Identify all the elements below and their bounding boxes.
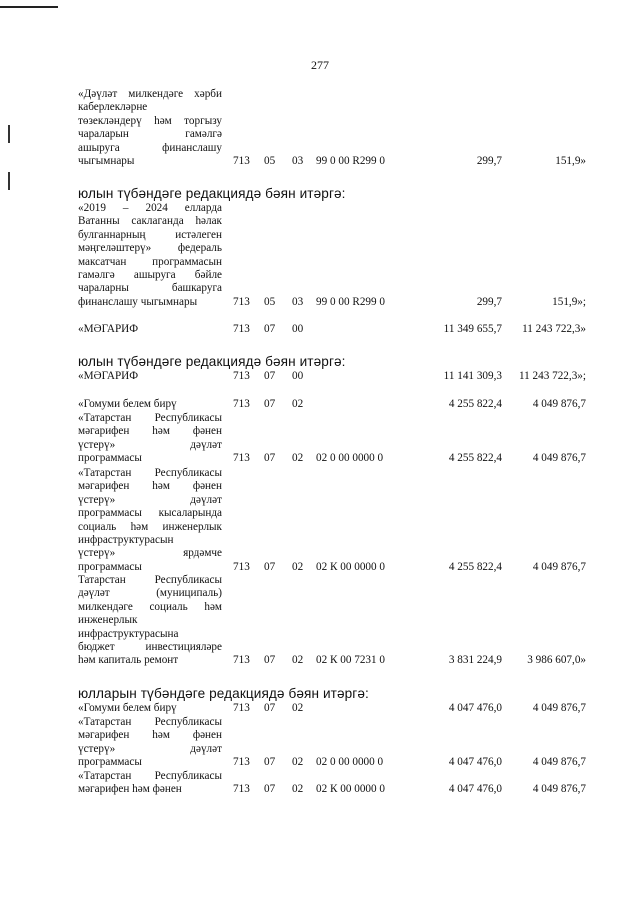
description-line: мәгарифен һәм фәнен bbox=[78, 729, 222, 742]
description-line: Ватанны саклаганда һәлак bbox=[78, 215, 222, 228]
row-description bbox=[78, 398, 222, 411]
row-description bbox=[78, 202, 222, 309]
description-line: «Гомуми белем бирү bbox=[78, 398, 177, 410]
description-line: чараларын гамәлгә bbox=[78, 128, 222, 141]
subsection-code: 02 bbox=[292, 654, 304, 667]
amount-year-1: 11 349 655,7 bbox=[443, 323, 502, 335]
section-code: 07 bbox=[264, 756, 276, 769]
target-article-code: 02 К 00 0000 0 bbox=[316, 560, 385, 573]
amount-year-2: 3 986 607,0» bbox=[527, 654, 586, 667]
ministry-code: 713 bbox=[233, 452, 250, 465]
amount-year-2: 11 243 722,3» bbox=[522, 323, 586, 335]
description-line: максатчан программасын bbox=[78, 255, 222, 268]
amount-year-2: 11 243 722,3»; bbox=[518, 370, 586, 382]
subsection-code: 02 bbox=[292, 783, 304, 796]
description-line: мәгарифен һәм фәнен bbox=[78, 480, 222, 493]
amount-year-1: 4 047 476,0 bbox=[448, 756, 502, 769]
subsection-code: 03 bbox=[292, 155, 304, 167]
description-line: финанслашу чыгымнары bbox=[78, 295, 198, 308]
ministry-code: 713 bbox=[233, 295, 250, 308]
amendment-heading: юлларын түбәндәге редакциядә бәян итәргә: bbox=[78, 686, 369, 701]
section-code: 07 bbox=[264, 452, 276, 465]
amount-year-2: 4 049 876,7 bbox=[532, 452, 586, 465]
section-code: 07 bbox=[264, 370, 276, 382]
amount-year-1: 11 141 309,3 bbox=[443, 370, 502, 382]
description-line: «Татарстан Республикасы bbox=[78, 770, 222, 782]
description-line: һәм капиталь ремонт bbox=[78, 654, 179, 667]
section-code: 07 bbox=[264, 398, 276, 410]
description-line: үстерү» дәүләт bbox=[78, 742, 222, 755]
target-article-code: 02 К 00 0000 0 bbox=[316, 783, 385, 796]
amount-year-1: 4 047 476,0 bbox=[448, 702, 502, 714]
description-line: милкендәге социаль һәм bbox=[78, 600, 222, 613]
amount-year-2: 4 049 876,7 bbox=[532, 783, 586, 796]
amount-year-2: 4 049 876,7 bbox=[532, 702, 586, 714]
section-code: 07 bbox=[264, 654, 276, 667]
description-line: үстерү» ярдәмче bbox=[78, 547, 222, 560]
page-number: 277 bbox=[311, 58, 329, 72]
section-code: 07 bbox=[264, 323, 276, 335]
description-line: мәңгеләштерү» федераль bbox=[78, 242, 222, 255]
description-line: гамәлгә ашыруга бәйле bbox=[78, 269, 222, 282]
description-line: «Гомуми белем бирү bbox=[78, 702, 177, 714]
row-description bbox=[78, 716, 222, 770]
description-line: «Татарстан Республикасы bbox=[78, 412, 222, 424]
ministry-code: 713 bbox=[233, 323, 250, 335]
subsection-code: 00 bbox=[292, 370, 304, 382]
amount-year-1: 4 255 822,4 bbox=[448, 560, 502, 573]
ministry-code: 713 bbox=[233, 756, 250, 769]
description-line: Татарстан Республикасы bbox=[78, 574, 222, 586]
row-description bbox=[78, 412, 222, 466]
description-line: социаль һәм инженерлык bbox=[78, 520, 222, 533]
subsection-code: 02 bbox=[292, 452, 304, 465]
row-description bbox=[78, 574, 222, 668]
description-line: чараларны башкаруга bbox=[78, 282, 222, 295]
amount-year-2: 4 049 876,7 bbox=[532, 756, 586, 769]
subsection-code: 02 bbox=[292, 398, 304, 410]
description-line: «2019 – 2024 елларда bbox=[78, 202, 222, 214]
row-description bbox=[78, 467, 222, 574]
top-rule bbox=[0, 6, 58, 8]
description-line: «МӘГАРИФ bbox=[78, 323, 139, 335]
description-line: мәгарифен һәм фәнен bbox=[78, 783, 182, 796]
amount-year-1: 4 255 822,4 bbox=[448, 452, 502, 465]
row-description bbox=[78, 370, 222, 383]
target-article-code: 99 0 00 R299 0 bbox=[316, 295, 385, 308]
subsection-code: 03 bbox=[292, 295, 304, 308]
amount-year-1: 3 831 224,9 bbox=[448, 654, 502, 667]
subsection-code: 02 bbox=[292, 560, 304, 573]
amendment-heading: юлын түбәндәге редакциядә бәян итәргә: bbox=[78, 186, 346, 201]
description-line: инфраструктурасына bbox=[78, 627, 179, 640]
amount-year-1: 4 047 476,0 bbox=[448, 783, 502, 796]
ministry-code: 713 bbox=[233, 155, 250, 167]
subsection-code: 02 bbox=[292, 702, 304, 714]
description-line: мәгарифен һәм фәнен bbox=[78, 425, 222, 438]
row-description bbox=[78, 702, 222, 715]
section-code: 05 bbox=[264, 295, 276, 308]
amount-year-2: 151,9» bbox=[555, 155, 586, 167]
description-line: төзекләндерү һәм торгызу bbox=[78, 114, 222, 127]
description-line: чыгымнары bbox=[78, 155, 135, 168]
ministry-code: 713 bbox=[233, 654, 250, 667]
description-line: бюджет инвестицияләре bbox=[78, 641, 222, 654]
description-line: «Татарстан Республикасы bbox=[78, 716, 222, 728]
description-line: каберлекләрне bbox=[78, 101, 148, 114]
description-line: дәүләт (муниципаль) bbox=[78, 587, 222, 600]
target-article-code: 02 0 00 0000 0 bbox=[316, 452, 384, 465]
amount-year-2: 4 049 876,7 bbox=[532, 398, 586, 410]
ministry-code: 713 bbox=[233, 370, 250, 382]
description-line: үстерү» дәүләт bbox=[78, 493, 222, 506]
ministry-code: 713 bbox=[233, 560, 250, 573]
description-line: «МӘГАРИФ bbox=[78, 370, 139, 382]
description-line: инфраструктурасын bbox=[78, 534, 174, 547]
target-article-code: 02 0 00 0000 0 bbox=[316, 756, 384, 769]
row-description bbox=[78, 88, 222, 168]
description-line: программасы кысаларында bbox=[78, 507, 222, 520]
amount-year-1: 299,7 bbox=[476, 155, 502, 167]
section-code: 07 bbox=[264, 702, 276, 714]
amount-year-2: 151,9»; bbox=[552, 295, 586, 308]
amendment-heading: юлын түбәндәге редакциядә бәян итәргә: bbox=[78, 354, 346, 369]
row-description bbox=[78, 323, 222, 336]
description-line: «Дәүләт милкендәге хәрби bbox=[78, 88, 222, 100]
target-article-code: 02 К 00 7231 0 bbox=[316, 654, 385, 667]
description-line: «Татарстан Республикасы bbox=[78, 467, 222, 479]
amount-year-2: 4 049 876,7 bbox=[532, 560, 586, 573]
description-line: булганнарның истәлеген bbox=[78, 228, 222, 241]
ministry-code: 713 bbox=[233, 783, 250, 796]
amount-year-1: 4 255 822,4 bbox=[448, 398, 502, 410]
description-line: программасы bbox=[78, 756, 142, 769]
ministry-code: 713 bbox=[233, 702, 250, 714]
subsection-code: 00 bbox=[292, 323, 304, 335]
section-code: 07 bbox=[264, 560, 276, 573]
row-description bbox=[78, 770, 222, 797]
ministry-code: 713 bbox=[233, 398, 250, 410]
margin-mark bbox=[8, 125, 10, 143]
description-line: программасы bbox=[78, 452, 142, 465]
target-article-code: 99 0 00 R299 0 bbox=[316, 155, 385, 167]
margin-mark bbox=[8, 172, 10, 190]
description-line: үстерү» дәүләт bbox=[78, 438, 222, 451]
description-line: инженерлык bbox=[78, 614, 138, 627]
subsection-code: 02 bbox=[292, 756, 304, 769]
description-line: программасы bbox=[78, 560, 142, 573]
description-line: ашыруга финанслашу bbox=[78, 141, 222, 154]
section-code: 05 bbox=[264, 155, 276, 167]
section-code: 07 bbox=[264, 783, 276, 796]
amount-year-1: 299,7 bbox=[476, 295, 502, 308]
